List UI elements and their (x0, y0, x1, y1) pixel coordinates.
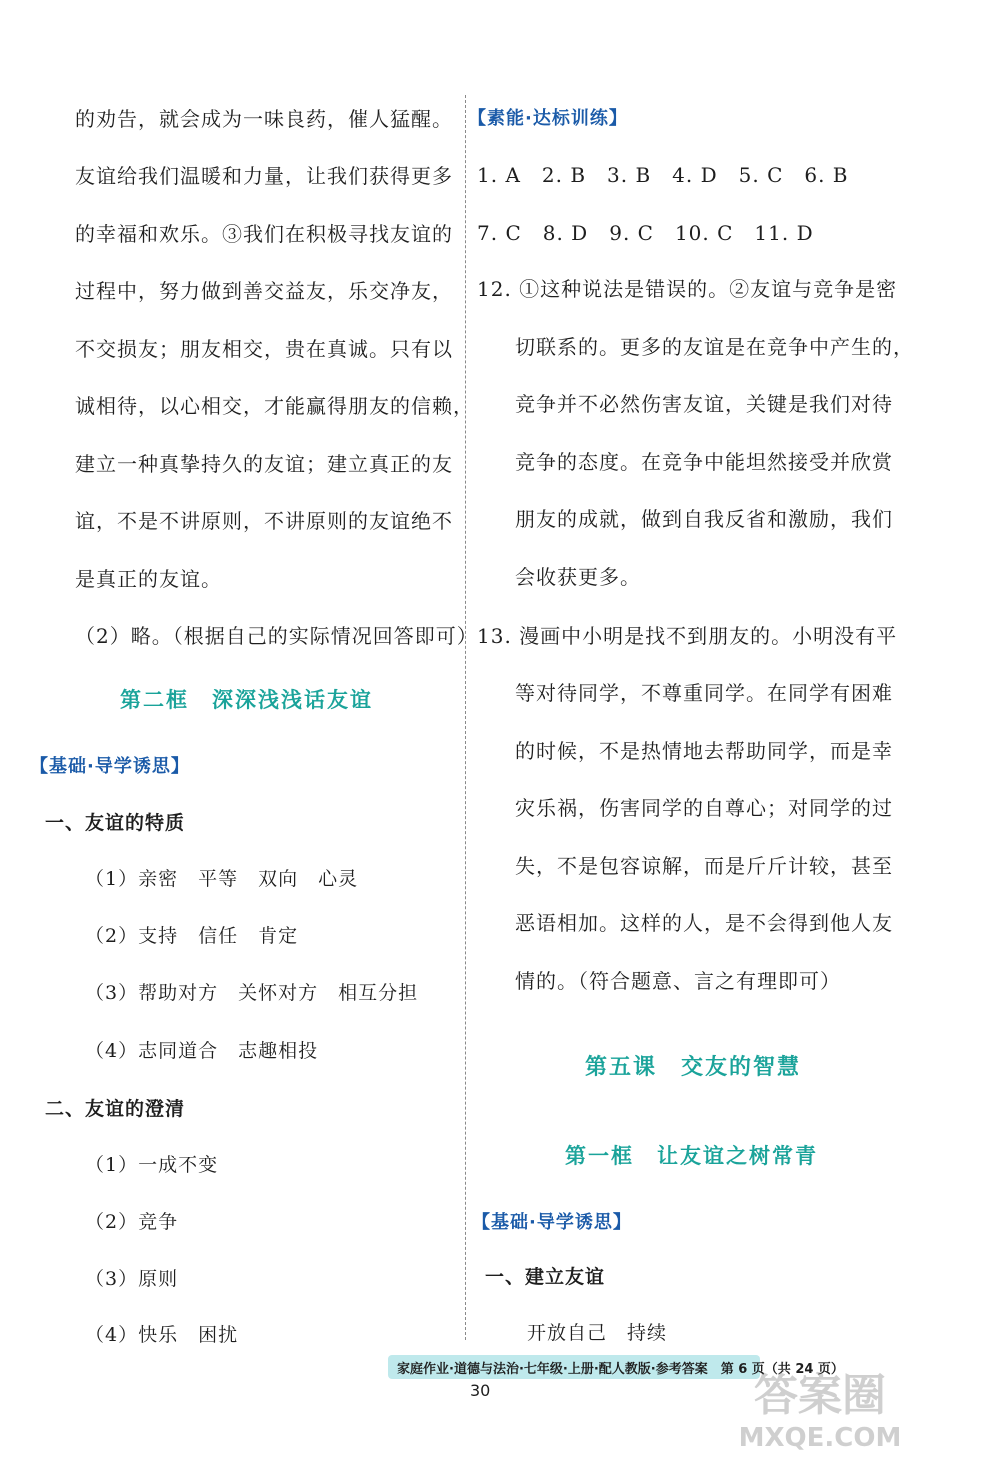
watermark-main-text: 答案圈 (754, 1370, 886, 1421)
text-line: 情的。（符合题意、言之有理即可） (515, 969, 841, 993)
text-line: 诚相待，以心相交，才能赢得朋友的信赖， (75, 394, 474, 418)
page-number: 30 (470, 1381, 491, 1400)
list-item: （2）竞争 (85, 1211, 179, 1233)
list-item: （2）支持 信任 肯定 (85, 925, 299, 947)
section-heading: 一、建立友谊 (485, 1266, 606, 1288)
list-item: （3）帮助对方 关怀对方 相互分担 (85, 982, 419, 1004)
section-heading: 二、友谊的澄清 (45, 1098, 186, 1120)
section-tag: 【基础·导学诱思】 (472, 1212, 632, 1233)
text-line: 是真正的友谊。 (75, 567, 222, 591)
frame-title: 第二框 深深浅浅话友谊 (120, 688, 373, 712)
text-line: （2）略。（根据自己的实际情况回答即可） (75, 624, 478, 648)
section-tag: 【素能·达标训练】 (468, 108, 628, 129)
section-heading: 一、友谊的特质 (45, 812, 186, 834)
text-line: 不交损友；朋友相交，贵在真诚。只有以 (75, 337, 453, 361)
text-line: 友谊给我们温暖和力量，让我们获得更多 (75, 164, 453, 188)
text-line: 的时候，不是热情地去帮助同学，而是幸 (515, 739, 893, 763)
text-line: 过程中，努力做到善交益友，乐交净友， (75, 279, 453, 303)
text-line: 朋友的成就，做到自我反省和激励，我们 (515, 507, 893, 531)
footer-text: 家庭作业·道德与法治·七年级·上册·配人教版·参考答案 第 6 页（共 24 页） (397, 1362, 844, 1377)
text-line: 会收获更多。 (515, 565, 641, 589)
list-item: （1）一成不变 (85, 1154, 219, 1176)
text-line: 恶语相加。这样的人，是不会得到他人友 (515, 911, 893, 935)
watermark-logo (670, 1362, 970, 1452)
text-line: 13. 漫画中小明是找不到朋友的。小明没有平 (477, 624, 898, 648)
text-line: 12. ①这种说法是错误的。②友谊与竞争是密 (477, 277, 898, 301)
text-line: 建立一种真挚持久的友谊；建立真正的友 (75, 452, 453, 476)
answer-row: 1. A 2. B 3. B 4. D 5. C 6. B (477, 163, 849, 187)
list-item: （4）快乐 困扰 (85, 1324, 239, 1346)
list-item: 开放自己 持续 (527, 1322, 668, 1344)
section-tag: 【基础·导学诱思】 (30, 756, 190, 777)
lesson-title: 第五课 交友的智慧 (585, 1055, 802, 1080)
text-line: 竞争并不必然伤害友谊，关键是我们对待 (515, 392, 893, 416)
text-line: 竞争的态度。在竞争中能坦然接受并欣赏 (515, 450, 893, 474)
watermark-url-text: MXQE.COM (738, 1423, 902, 1452)
text-line: 的幸福和欢乐。③我们在积极寻找友谊的 (75, 222, 453, 246)
list-item: （3）原则 (85, 1268, 179, 1290)
list-item: （1）亲密 平等 双向 心灵 (85, 868, 359, 890)
list-item: （4）志同道合 志趣相投 (85, 1040, 319, 1062)
text-line: 谊，不是不讲原则，不讲原则的友谊绝不 (75, 509, 453, 533)
text-line: 失，不是包容谅解，而是斤斤计较，甚至 (515, 854, 893, 878)
text-line: 的劝告，就会成为一味良药，催人猛醒。 (75, 107, 453, 131)
text-line: 灾乐祸，伤害同学的自尊心；对同学的过 (515, 796, 893, 820)
column-divider (465, 95, 466, 1340)
text-line: 切联系的。更多的友谊是在竞争中产生的， (515, 335, 914, 359)
frame-title: 第一框 让友谊之树常青 (565, 1144, 818, 1168)
answer-row: 7. C 8. D 9. C 10. C 11. D (477, 221, 814, 245)
text-line: 等对待同学，不尊重同学。在同学有困难 (515, 681, 893, 705)
